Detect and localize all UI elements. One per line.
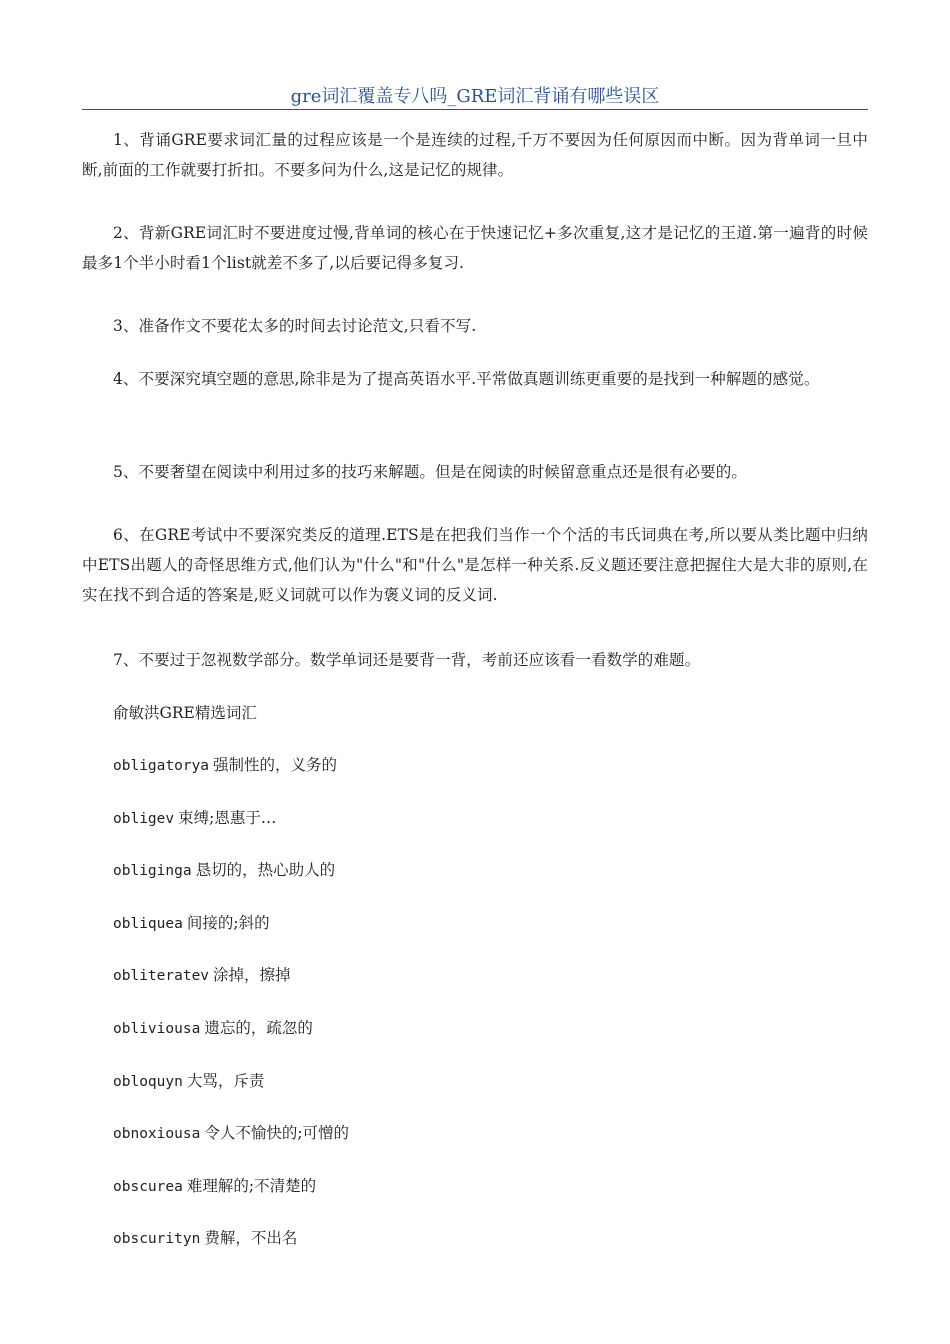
paragraph-3: 3、准备作文不要花太多的时间去讨论范文,只看不写. (113, 317, 477, 335)
title-underline (82, 109, 868, 110)
vocab-item (113, 908, 853, 938)
vocab-item (113, 960, 853, 990)
vocab-word: obloquyn (113, 1073, 183, 1090)
vocab-word: obligev (113, 810, 175, 827)
paragraph-7: 7、不要过于忽视数学部分。数学单词还是要背一背，考前还应该看一看数学的难题。 (113, 651, 701, 669)
vocab-item (113, 855, 853, 885)
vocab-item (113, 1223, 853, 1253)
paragraph-6: 6、在GRE考试中不要深究类反的道理.ETS是在把我们当作一个个活的韦氏词典在考,所以要从类比题中归纳中ETS出题人的奇怪思维方式,他们认为"什么"和"什么"是怎样一种关系.反义题还要注意把握住大是大非的原则,在实在找不到合适的答案是,贬义词就可以作为褒义词的反义词. (82, 526, 868, 604)
vocab-word: obscurityn (113, 1231, 201, 1248)
paragraph-2: 2、背新GRE词汇时不要进度过慢,背单词的核心在于快速记忆+多次重复,这才是记忆的王道.第一遍背的时候最多1个半小时看1个list就差不多了,以后要记得多复习. (82, 224, 868, 272)
vocab-meaning: 涂掉，擦掉 (213, 966, 291, 985)
vocab-item (113, 1013, 853, 1043)
vocab-meaning: 大骂，斥责 (186, 1071, 265, 1090)
document-title: gre词汇覆盖专八吗_GRE词汇背诵有哪些误区 (290, 86, 660, 107)
vocab-meaning: 束缚;恩惠于… (178, 808, 277, 827)
vocab-item (113, 750, 853, 780)
paragraph-1: 1、背诵GRE要求词汇量的过程应该是一个是连续的过程,千万不要因为任何原因而中断。因为背单词一旦中断,前面的工作就要打折扣。不要多问为什么,这是记忆的规律。 (82, 131, 868, 179)
vocab-word: obliginga (113, 863, 192, 880)
vocab-meaning: 强制性的，义务的 (213, 756, 338, 774)
vocab-meaning: 令人不愉快的;可憎的 (204, 1124, 350, 1143)
vocab-word: obscurea (113, 1178, 183, 1195)
vocab-meaning: 恳切的，热心助人的 (195, 861, 336, 880)
vocab-meaning: 难理解的;不清楚的 (186, 1176, 317, 1195)
vocab-word: obnoxiousa (113, 1126, 201, 1143)
vocab-word: obligatorya (113, 758, 210, 774)
vocab-item (113, 803, 853, 833)
vocab-list (113, 750, 853, 1276)
vocab-meaning: 费解，不出名 (204, 1229, 298, 1248)
paragraph-4: 4、不要深究填空题的意思,除非是为了提高英语水平.平常做真题训练更重要的是找到一种解题的感觉。 (113, 370, 820, 388)
vocab-word: obliteratev (113, 968, 210, 985)
vocab-heading: 俞敏洪GRE精选词汇 (113, 704, 257, 722)
vocab-item (113, 1066, 853, 1096)
vocab-item (113, 1171, 853, 1201)
paragraph-5: 5、不要奢望在阅读中利用过多的技巧来解题。但是在阅读的时候留意重点还是很有必要的。 (113, 463, 747, 481)
vocab-word: obliquea (113, 915, 183, 932)
vocab-item (113, 1118, 853, 1148)
vocab-word: obliviousa (113, 1020, 201, 1037)
document-page (82, 0, 868, 1344)
vocab-meaning: 间接的;斜的 (186, 913, 270, 932)
vocab-meaning: 遗忘的，疏忽的 (204, 1018, 313, 1037)
